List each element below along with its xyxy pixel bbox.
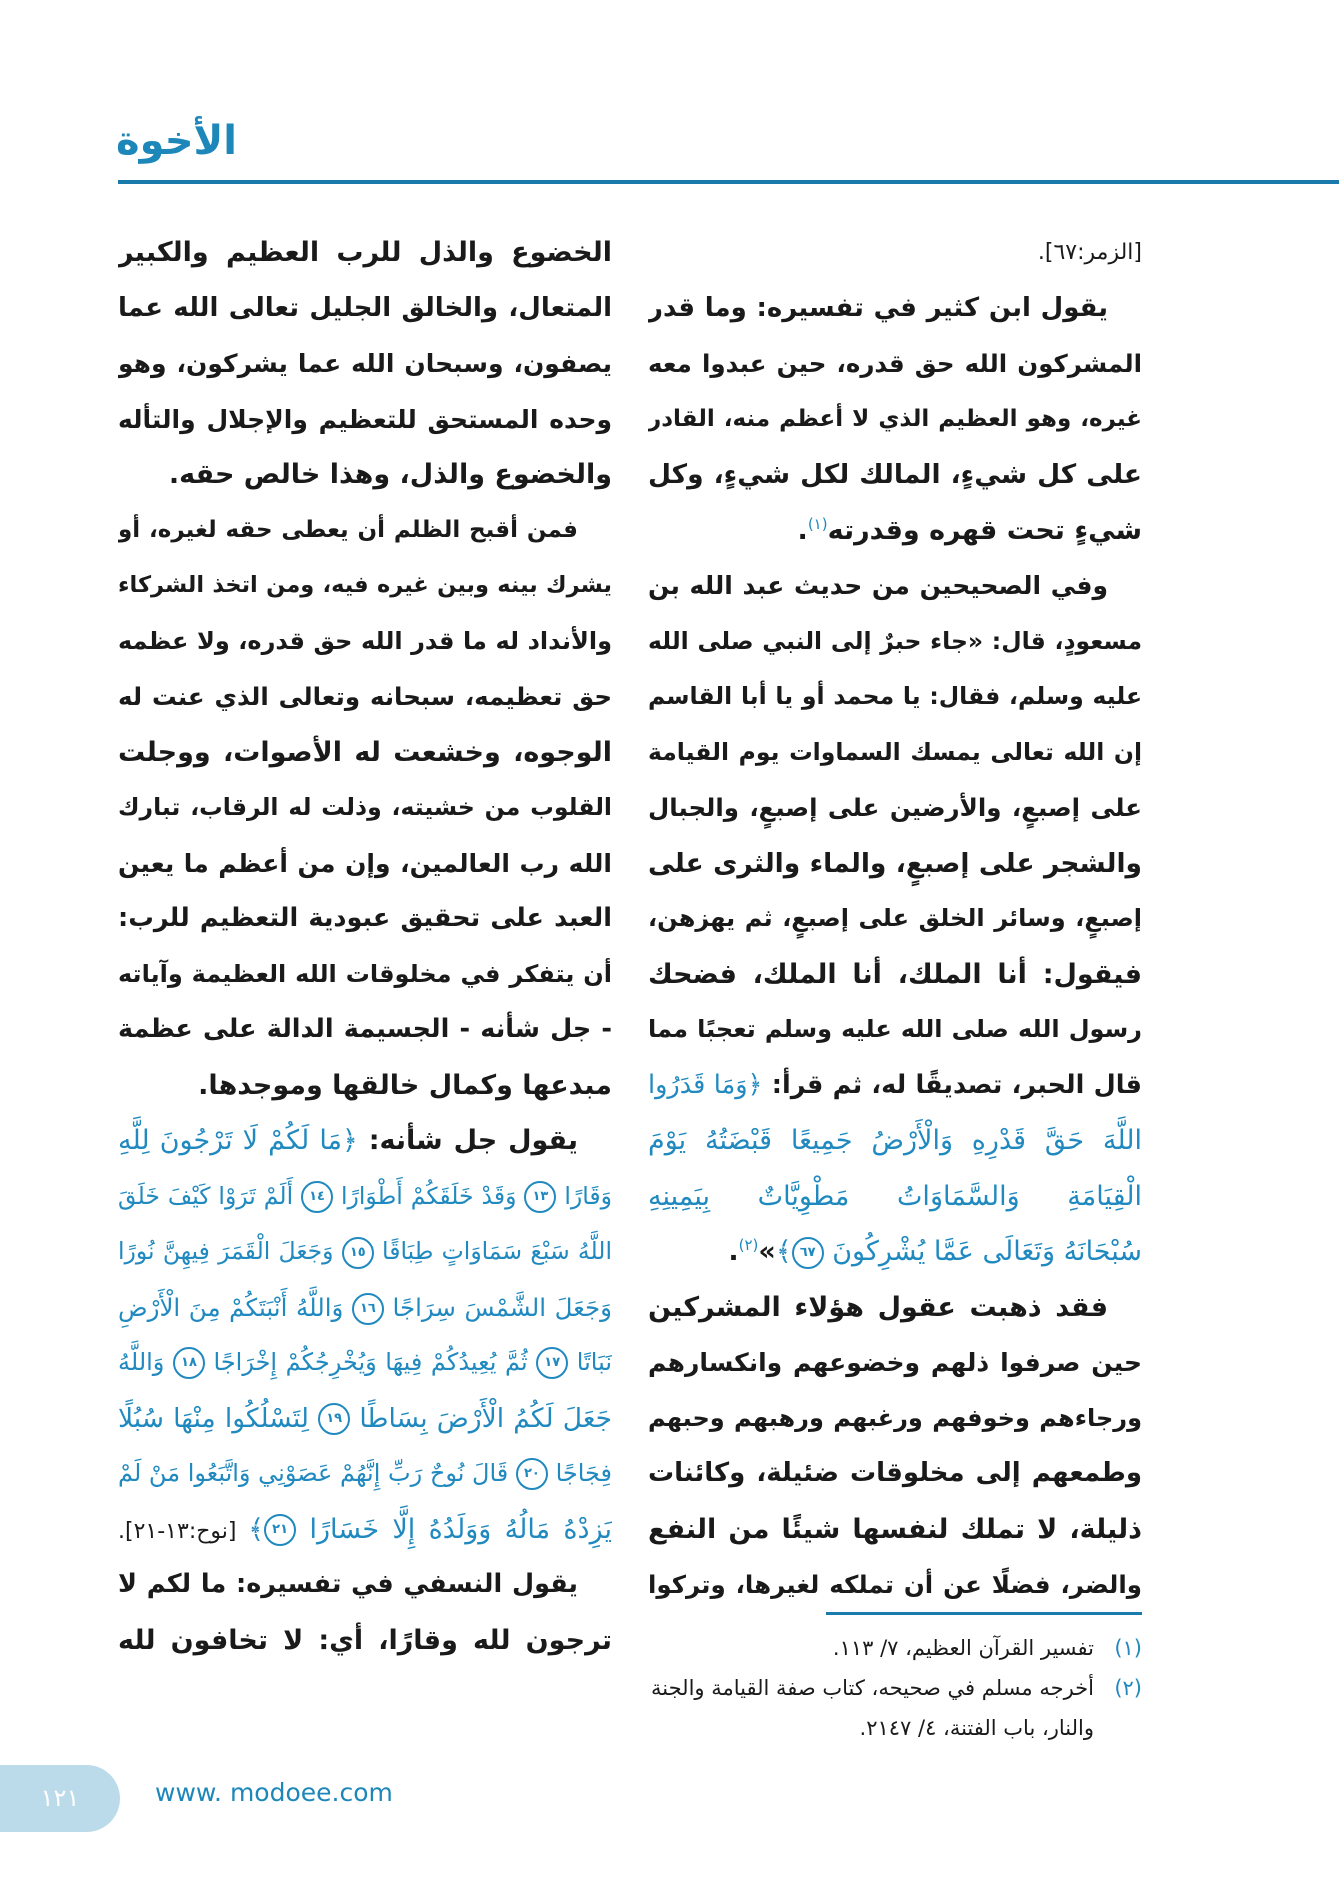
body-text: ذليلة، لا تملك لنفسها شيئًا من النفع [648, 1513, 1142, 1545]
body-text: حق تعظيمه، سبحانه وتعالى الذي عنت له [118, 682, 612, 711]
text-line [648, 1224, 1142, 1280]
verse-number: ١٣ [524, 1181, 556, 1213]
quran-text: ثُمَّ يُعِيدُكُمْ فِيهَا وَيُخْرِجُكُمْ إِخْرَاجًا [204, 1348, 537, 1376]
verse-number: ٢٠ [516, 1458, 548, 1490]
text-line [648, 225, 1142, 281]
text-line [648, 336, 1142, 392]
quran-text: يَزِدْهُ مَالُهُ وَوَلَدُهُ إِلَّا خَسَارًا [296, 1513, 612, 1545]
body-text: يقول النسفي في تفسيره: ما لكم لا [118, 1569, 578, 1599]
body-text: والشجر على إصبعٍ، والماء والثرى على [648, 847, 1142, 879]
header-divider [118, 180, 1339, 184]
text-line [648, 780, 1142, 836]
citation: [الزمر:٦٧]. [1037, 240, 1142, 265]
verse-number: ١٧ [536, 1347, 568, 1379]
verse-number: ١٥ [342, 1237, 374, 1269]
verse-number: ١٦ [352, 1293, 384, 1325]
body-text: وحده المستحق للتعظيم والإجلال والتأله [118, 404, 612, 434]
quran-text: فِجَاجًا [547, 1459, 612, 1487]
body-text: يشرك بينه وبين غيره فيه، ومن اتخذ الشركاء [118, 572, 612, 598]
body-text: المشركون الله حق قدره، حين عبدوا معه [648, 349, 1142, 378]
text-line [118, 1446, 612, 1502]
footnote-marker[interactable]: (١) [807, 514, 828, 533]
text-line [648, 281, 1142, 337]
quran-text: اللَّهَ حَقَّ قَدْرِهِ وَالْأَرْضُ جَمِيعًا قَبْضَتُهُ يَوْمَ [648, 1125, 1142, 1156]
body-text: والضر، فضلًا عن أن تملكه لغيرها، وتركوا [648, 1570, 1142, 1599]
text-line [118, 1391, 612, 1447]
text-line [118, 1502, 612, 1558]
footnote-text: أخرجه مسلم في صحيحه، كتاب صفة القيامة والجنة والنار، باب الفتنة، ٤/ ٢١٤٧. [651, 1676, 1094, 1740]
body-text: » [758, 1236, 776, 1267]
body-text: يقول جل شأنه: [357, 1125, 579, 1156]
text-line [118, 947, 612, 1003]
quran-text: قَالَ نُوحٌ رَبِّ إِنَّهُمْ عَصَوْنِي وَاتَّبَعُوا مَنْ لَمْ [118, 1459, 516, 1487]
text-line [648, 1391, 1142, 1447]
body-text: فيقول: أنا الملك، أنا الملك، فضحك [648, 958, 1142, 990]
text-line [648, 1280, 1142, 1336]
text-line [648, 1002, 1142, 1058]
body-text: ورجاءهم وخوفهم ورغبهم ورهبهم وحبهم [648, 1403, 1142, 1432]
body-text: وطمعهم إلى مخلوقات ضئيلة، وكائنات [648, 1458, 1142, 1488]
body-text: ترجون لله وقارًا، أي: لا تخافون لله [118, 1624, 612, 1656]
body-text: فمن أقبح الظلم أن يعطى حقه لغيره، أو [118, 516, 578, 543]
text-line [118, 614, 612, 670]
text-line [118, 1280, 612, 1336]
text-line [648, 1113, 1142, 1169]
text-line [118, 669, 612, 725]
quran-text: لِتَسْلُكُوا مِنْهَا سُبُلًا [118, 1402, 319, 1434]
quran-text: مَا لَكُمْ لَا تَرْجُونَ لِلَّهِ [118, 1125, 343, 1156]
text-line [118, 1613, 612, 1669]
page-number: ١٢١ [0, 1765, 120, 1832]
text-line [648, 558, 1142, 614]
body-text: الخضوع والذل للرب العظيم والكبير [118, 237, 612, 268]
text-line [118, 281, 612, 337]
quran-text: وَجَعَلَ الشَّمْسَ سِرَاجًا [383, 1292, 612, 1322]
quran-text: وَقَارًا [556, 1181, 612, 1210]
text-line [648, 614, 1142, 670]
text-line [118, 780, 612, 836]
text-line [118, 392, 612, 448]
quran-bracket-ornament: ﴿ [747, 1069, 763, 1100]
text-line [118, 1058, 612, 1114]
text-line [648, 1058, 1142, 1114]
text-line [648, 669, 1142, 725]
quran-text: اللَّهُ سَبْعَ سَمَاوَاتٍ طِبَاقًا [373, 1237, 612, 1265]
text-line [648, 891, 1142, 947]
text-line [118, 503, 612, 559]
body-text: مسعودٍ، قال: «جاء حبرٌ إلى النبي صلى الله [648, 626, 1142, 655]
verse-number: ٢١ [264, 1514, 296, 1546]
text-line [648, 503, 1142, 559]
text-line [118, 836, 612, 892]
body-text: مبدعها وكمال خالقها وموجدها. [198, 1069, 612, 1101]
body-text: إن الله تعالى يمسك السماوات يوم القيامة [648, 737, 1142, 766]
quran-bracket-ornament: ﴿ [342, 1125, 358, 1156]
quran-bracket-ornament: ﴾ [248, 1513, 265, 1545]
body-text: والأنداد له ما قدر الله حق قدره، ولا عظمه [118, 626, 612, 655]
footnote-2 [648, 1668, 1142, 1748]
body-text: العبد على تحقيق عبودية التعظيم للرب: [118, 903, 612, 933]
body-text: يصفون، وسبحان الله عما يشركون، وهو [118, 349, 612, 378]
chapter-title: الأخوة [116, 118, 238, 164]
website-link[interactable]: www. modoee.com [155, 1778, 393, 1807]
footnote-text: تفسير القرآن العظيم، ٧/ ١١٣. [832, 1636, 1094, 1660]
quran-text: سُبْحَانَهُ وَتَعَالَى عَمَّا يُشْرِكُونَ [823, 1236, 1142, 1267]
quran-bracket-ornament: ﴾ [775, 1236, 792, 1267]
text-line [118, 447, 612, 503]
quran-text: وَاللَّهُ [118, 1348, 173, 1376]
text-line [648, 1169, 1142, 1225]
text-line [118, 1169, 612, 1225]
verse-number: ١٨ [173, 1347, 205, 1379]
text-line [118, 1224, 612, 1280]
text-line [118, 1557, 612, 1613]
body-text: على كل شيءٍ، المالك لكل شيءٍ، وكل [648, 459, 1142, 490]
quran-text: أَلَمْ تَرَوْا كَيْفَ خَلَقَ [118, 1181, 302, 1210]
body-text: أن يتفكر في مخلوقات الله العظيمة وآياته [118, 959, 612, 988]
text-line [648, 725, 1142, 781]
text-line [648, 1335, 1142, 1391]
left-column [118, 225, 612, 1668]
text-line [118, 336, 612, 392]
body-text: يقول ابن كثير في تفسيره: وما قدر [648, 292, 1108, 323]
text-line [118, 1113, 612, 1169]
body-text: فقد ذهبت عقول هؤلاء المشركين [648, 1291, 1108, 1323]
body-text: الوجوه، وخشعت له الأصوات، ووجلت [118, 736, 612, 768]
body-text: قال الحبر، تصديقًا له، ثم قرأ: [762, 1069, 1142, 1100]
footnote-number: (٢) [1114, 1676, 1142, 1700]
body-text: على إصبعٍ، والأرضين على إصبعٍ، والجبال [648, 793, 1142, 822]
text-line [648, 447, 1142, 503]
text-line [648, 947, 1142, 1003]
text-line [648, 392, 1142, 448]
body-text: شيءٍ تحت قهره وقدرته [827, 514, 1142, 546]
footnotes [648, 1628, 1142, 1748]
quran-text: وَجَعَلَ الْقَمَرَ فِيهِنَّ نُورًا [118, 1237, 342, 1265]
footnote-divider [826, 1612, 1142, 1615]
quran-text: نَبَاتًا [568, 1348, 612, 1376]
text-line [648, 1557, 1142, 1613]
text-line [648, 1502, 1142, 1558]
body-text: رسول الله صلى الله عليه وسلم تعجبًا مما [648, 1015, 1142, 1043]
body-text: المتعال، والخالق الجليل تعالى الله عما [118, 292, 612, 323]
verse-number: ١٤ [301, 1181, 333, 1213]
right-column [648, 225, 1142, 1613]
text-line [118, 725, 612, 781]
body-text: . [797, 514, 808, 546]
quran-text: وَمَا قَدَرُوا [648, 1069, 748, 1100]
footnote-1 [648, 1628, 1142, 1668]
body-text: عليه وسلم، فقال: يا محمد أو يا أبا القاسم [648, 682, 1142, 710]
body-text: الله رب العالمين، وإن من أعظم ما يعين [118, 848, 612, 878]
body-text: حين صرفوا ذلهم وخضوعهم وانكسارهم [648, 1348, 1142, 1377]
quran-text: وَقَدْ خَلَقَكُمْ أَطْوَارًا [333, 1181, 525, 1210]
body-text: وفي الصحيحين من حديث عبد الله بن [648, 571, 1108, 600]
text-line [118, 1335, 612, 1391]
body-text: والخضوع والذل، وهذا خالص حقه. [168, 459, 612, 490]
text-line [118, 1002, 612, 1058]
quran-text: وَاللَّهُ أَنْبَتَكُمْ مِنَ الْأَرْضِ [118, 1292, 352, 1322]
body-text: - جل شأنه - الجسيمة الدالة على عظمة [118, 1014, 612, 1044]
verse-number: ١٩ [318, 1403, 350, 1435]
body-text: القلوب من خشيته، وذلت له الرقاب، تبارك [118, 793, 612, 821]
citation: [نوح:١٣-٢١]. [118, 1518, 249, 1544]
footnote-number: (١) [1114, 1636, 1142, 1660]
text-line [118, 891, 612, 947]
body-text: غيره، وهو العظيم الذي لا أعظم منه، القادر [648, 405, 1142, 432]
text-line [648, 836, 1142, 892]
body-text: . [728, 1236, 739, 1267]
footnote-marker[interactable]: (٢) [738, 1236, 759, 1254]
text-line [648, 1446, 1142, 1502]
text-line [118, 558, 612, 614]
quran-text: الْقِيَامَةِ وَالسَّمَاوَاتُ مَطْوِيَّاتٌ بِيَمِينِهِ [648, 1180, 1142, 1212]
quran-text: جَعَلَ لَكُمُ الْأَرْضَ بِسَاطًا [350, 1402, 612, 1434]
body-text: إصبعٍ، وسائر الخلق على إصبعٍ، ثم يهزهن، [648, 904, 1142, 932]
verse-number: ٦٧ [792, 1237, 824, 1269]
text-line [118, 225, 612, 281]
